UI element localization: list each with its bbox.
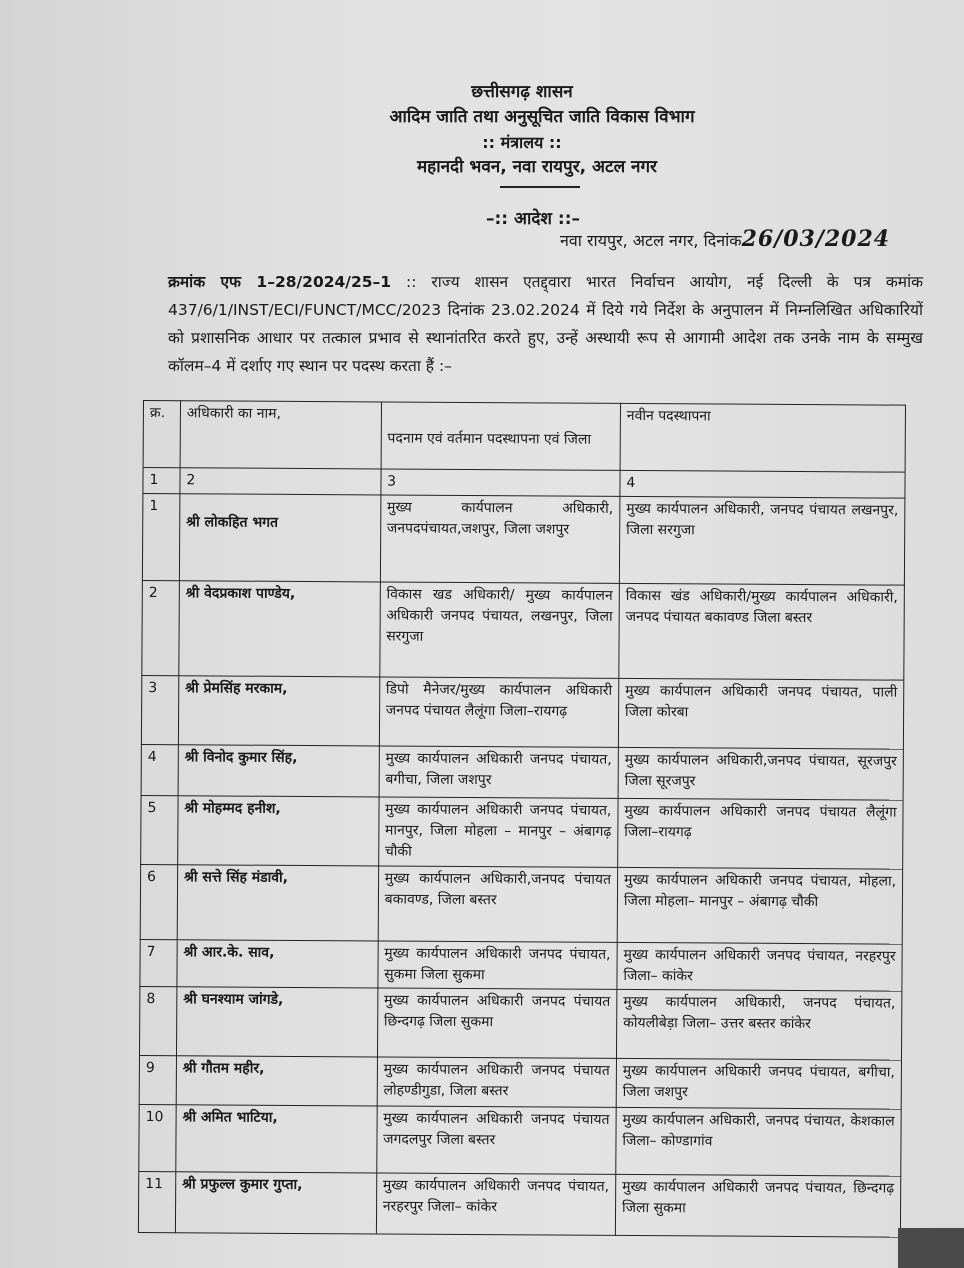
govt-name: छत्तीसगढ़ शासन	[471, 82, 573, 102]
col-number: 1	[143, 468, 180, 494]
row-current-posting: मुख्य कार्यपालन अधिकारी जनपद पंचायत जगदलपुर जिला बस्तर	[376, 1106, 616, 1174]
col-number: 3	[381, 469, 620, 496]
row-officer-name: श्री सत्ते सिंह मंडावी,	[177, 865, 378, 941]
table-row	[142, 494, 905, 586]
department-name: आदिम जाति तथा अनुसूचित जाति विकास विभाग	[389, 107, 695, 127]
col-number: 4	[620, 470, 905, 498]
row-current-posting: विकास खड अधिकारी/ मुख्य कार्यपालन अधिकारी जनपद पंचायत, लखनपुर, जिला सरगुजा	[380, 582, 620, 678]
row-serial: 4	[141, 744, 178, 795]
row-new-posting: मुख्य कार्यपालन अधिकारी जनपद पंचायत, बगीचा, जिला जशपुर	[616, 1058, 901, 1109]
order-title: –:: आदेश ::–	[486, 209, 580, 229]
row-serial: 11	[138, 1171, 175, 1232]
table-row	[142, 580, 905, 680]
table-header-row	[143, 401, 905, 473]
header-new-posting: नवीन पदस्थापना	[620, 403, 905, 472]
row-current-posting: मुख्य कार्यपालन अधिकारी जनपद पंचायत छिन्दगढ़ जिला सुकमा	[377, 988, 617, 1058]
row-new-posting: मुख्य कार्यपालन अधिकारी जनपद पंचायत, पाली जिला कोरबा	[618, 678, 904, 749]
place-and-date	[560, 226, 890, 252]
row-serial: 7	[140, 939, 177, 986]
table-row	[139, 1055, 901, 1109]
row-serial: 8	[139, 986, 176, 1055]
table-row	[141, 795, 903, 869]
row-officer-name: श्री प्रफुल्ल कुमार गुप्ता,	[175, 1172, 376, 1234]
order-reference: क्रमांक एफ 1–28/2024/25–1	[168, 273, 392, 291]
row-serial: 6	[140, 864, 177, 939]
row-new-posting: मुख्य कार्यपालन अधिकारी,जनपद पंचायत, सूरजपुर जिला सूरजपुर	[618, 747, 903, 800]
row-new-posting: विकास खंड अधिकारी/मुख्य कार्यपालन अधिकारी, जनपद पंचायत बकावण्ड जिला बस्तर	[619, 583, 905, 680]
row-new-posting: मुख्य कार्यपालन अधिकारी जनपद पंचायत लैलूंगा जिला–रायगढ़	[618, 798, 904, 869]
table-row	[138, 1171, 900, 1237]
col-number: 2	[180, 468, 381, 495]
row-new-posting: मुख्य कार्यपालन अधिकारी जनपद पंचायत, नरहरपुर जिला– कांकेर	[617, 942, 902, 991]
row-current-posting: डिपो मैनेजर/मुख्य कार्यपालन अधिकारी जनपद पंचायत लैलूंगा जिला–रायगढ़	[379, 677, 619, 747]
order-text: :: राज्य शासन एतद्द्वारा भारत निर्वाचन आयोग, नई दिल्ली के पत्र कमांक 437/6/1/INST/ECI/FUNCT/MCC/2023 दिनांक 23.02.2024 में दिये गये निर्देश के अनुपालन में निम्नलिखित अधिकारियों को प्रशासनिक आधार पर तत्काल प्रभाव से स्थानांतरित करते हुए, उन्हें अस्थायी रूप से आगामी आदेश तक उनके नाम के सम्मुख कॉलम–4 में दर्शाए गए स्थान पर पदस्थ करता हैं :–	[168, 273, 923, 375]
row-serial: 1	[142, 494, 179, 581]
transfer-table	[138, 400, 906, 1238]
row-current-posting: मुख्य कार्यपालन अधिकारी जनपद पंचायत, मानपुर, जिला मोहला – मानपुर – अंबागढ़ चौकी	[378, 797, 618, 867]
row-new-posting: मुख्य कार्यपालन अधिकारी, जनपद पंचायत, केशकाल जिला– कोण्डागांव	[616, 1107, 901, 1176]
ministry-label: :: मंत्रालय ::	[482, 133, 562, 152]
row-new-posting: मुख्य कार्यपालन अधिकारी, जनपद पंचायत लखनपुर, जिला सरगुजा	[619, 496, 905, 585]
corner-shadow	[898, 1228, 964, 1268]
table-row	[140, 864, 902, 944]
row-new-posting: मुख्य कार्यपालन अधिकारी जनपद पंचायत, मोहला, जिला मोहला– मानपुर – अंबागढ़ चौकी	[617, 867, 903, 944]
row-current-posting: मुख्य कार्यपालन अधिकारी जनपद पंचायत लोहण्डीगुडा, जिला बस्तर	[377, 1057, 617, 1107]
row-serial: 5	[141, 795, 178, 864]
row-officer-name: श्री आर.के. साव,	[177, 940, 378, 988]
header-divider	[500, 186, 580, 188]
handwritten-date: 26/03/2024	[741, 226, 891, 252]
row-serial: 9	[139, 1055, 176, 1104]
row-officer-name: श्री प्रेमसिंह मरकाम,	[178, 676, 379, 746]
row-new-posting: मुख्य कार्यपालन अधिकारी, जनपद पंचायत, कोयलीबेड़ा जिला– उत्तर बस्तर कांकेर	[616, 989, 902, 1060]
header-officer-name: अधिकारी का नाम,	[180, 401, 381, 469]
row-current-posting: मुख्य कार्यपालन अधिकारी जनपद पंचायत, बगीचा, जिला जशपुर	[379, 746, 619, 798]
row-officer-name: श्री अमित भाटिया,	[176, 1105, 377, 1173]
row-officer-name: श्री लोकहित भगत	[179, 494, 380, 582]
row-officer-name: श्री गौतम महीर,	[176, 1056, 377, 1106]
table-row	[139, 1104, 901, 1176]
header-serial: क्र.	[143, 401, 180, 468]
row-current-posting: मुख्य कार्यपालन अधिकारी,जनपद पंचायत बकावण्ड, जिला बस्तर	[378, 866, 618, 942]
row-current-posting: मुख्य कार्यपालन अधिकारी जनपद पंचायत, सुकमा जिला सुकमा	[378, 941, 618, 989]
letterhead	[0, 80, 964, 188]
order-body	[168, 268, 923, 380]
row-new-posting: मुख्य कार्यपालन अधिकारी जनपद पंचायत, छिन्दगढ़ जिला सुकमा	[615, 1174, 900, 1237]
row-officer-name: श्री घनश्याम जांगडे,	[176, 987, 377, 1057]
row-serial: 3	[141, 675, 178, 744]
order-place: नवा रायपुर, अटल नगर, दिनांक	[560, 231, 742, 250]
office-address: महानदी भवन, नवा रायपुर, अटल नगर	[417, 157, 657, 177]
header-current-posting: पदनाम एवं वर्तमान पदस्थापना एवं जिला	[381, 402, 621, 470]
table-row	[139, 986, 901, 1060]
table-row	[141, 675, 903, 749]
row-officer-name: श्री वेदप्रकाश पाण्डेय,	[179, 581, 380, 677]
table-row	[140, 939, 902, 991]
row-officer-name: श्री विनोद कुमार सिंह,	[178, 745, 379, 797]
row-officer-name: श्री मोहम्मद हनीश,	[178, 796, 379, 866]
row-current-posting: मुख्य कार्यपालन अधिकारी जनपद पंचायत, नरहरपुर जिला– कांकेर	[376, 1173, 616, 1235]
row-serial: 2	[142, 580, 179, 675]
table-row	[141, 744, 903, 800]
row-current-posting: मुख्य कार्यपालन अधिकारी, जनपदपंचायत,जशपुर, जिला जशपुर	[380, 495, 620, 583]
row-serial: 10	[139, 1104, 176, 1171]
